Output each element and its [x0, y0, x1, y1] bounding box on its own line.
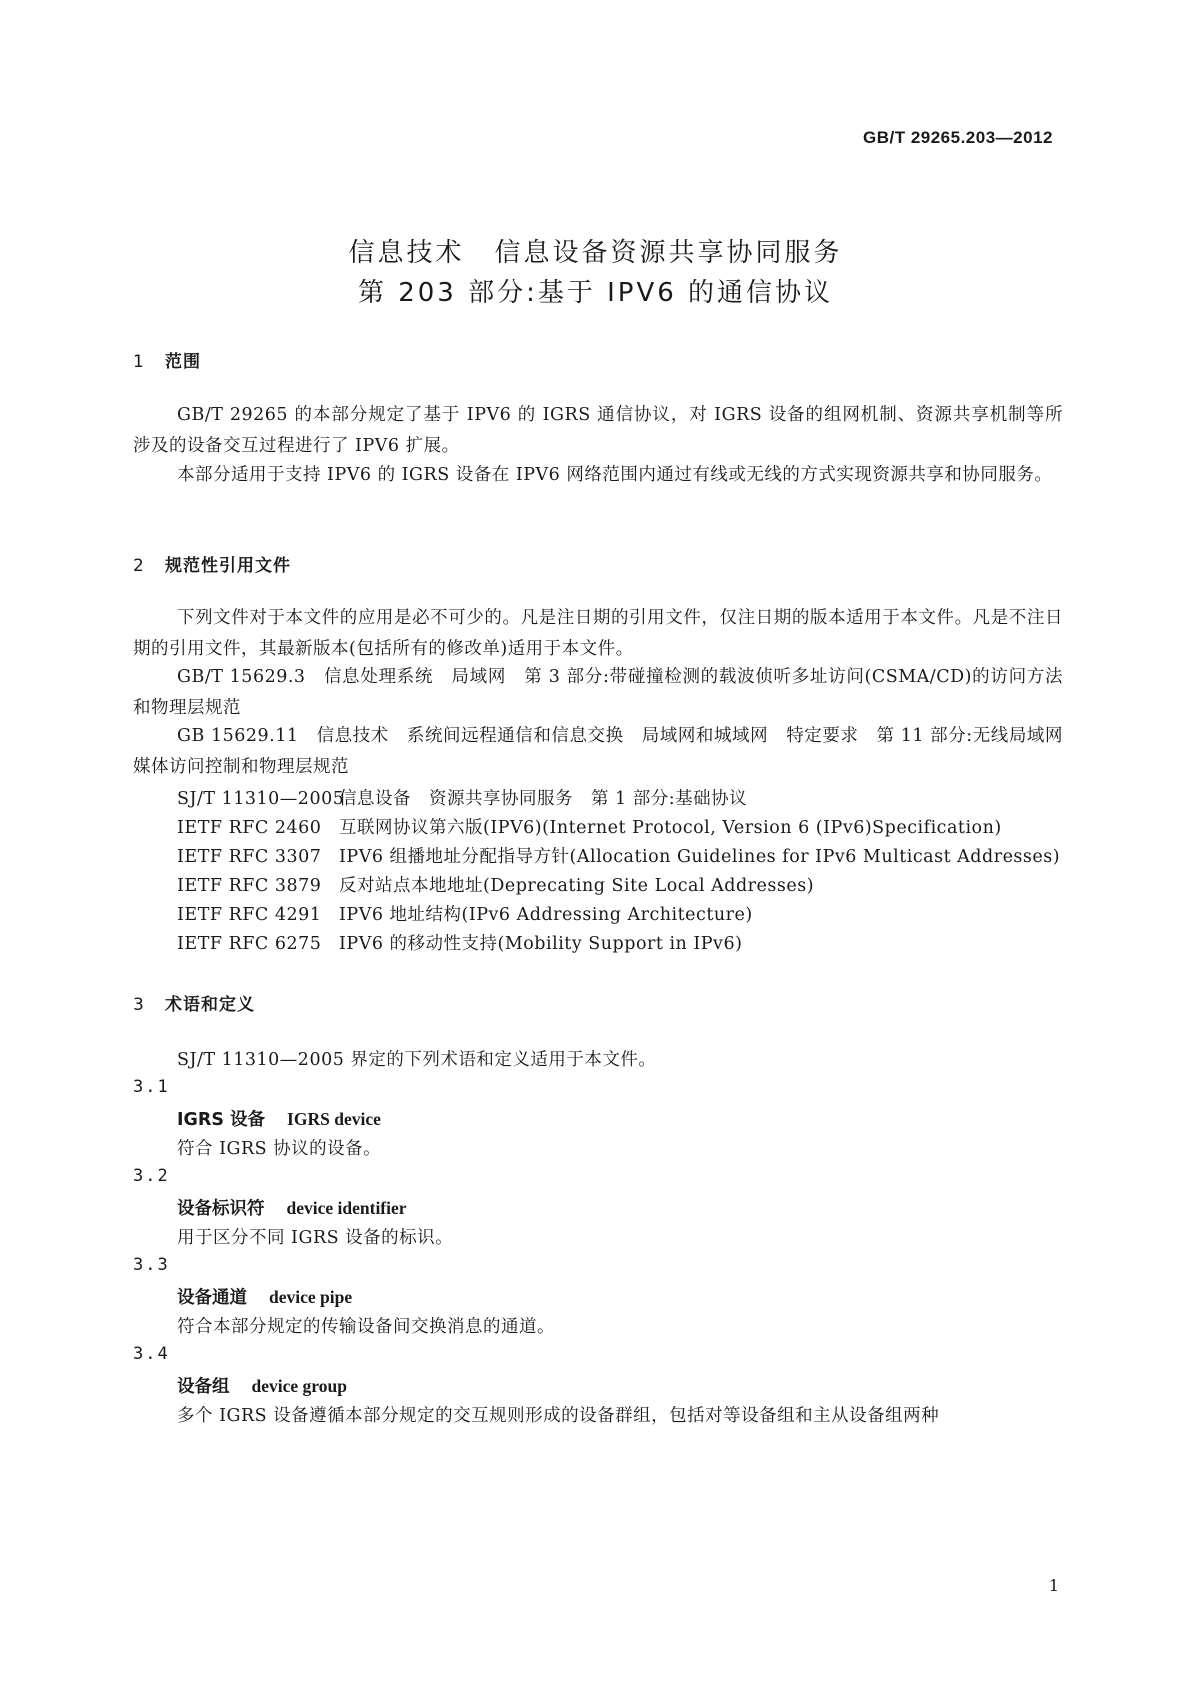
term-heading: [177, 1284, 352, 1309]
reference-code: IETF RFC 3307: [177, 847, 322, 867]
section-title: 范围: [165, 352, 201, 372]
section-1-heading: [133, 347, 201, 372]
reference-code: IETF RFC 2460: [177, 818, 322, 838]
reference-item: [177, 785, 747, 810]
reference-title: IPV6 组播地址分配指导方针(Allocation Guidelines for IPv6 Multicast Addresses): [339, 847, 1061, 867]
term-en: device group: [251, 1376, 347, 1396]
section-3-heading: [133, 990, 255, 1015]
section-number: 1: [133, 352, 145, 372]
term-heading: [177, 1195, 407, 1220]
references-intro: 下列文件对于本文件的应用是必不可少的。凡是注日期的引用文件，仅注日期的版本适用于本文件。凡是不注日期的引用文件，其最新版本(包括所有的修改单)适用于本文件。: [133, 608, 1063, 659]
clause-number: 3.4: [133, 1344, 170, 1364]
section-2-heading: [133, 551, 291, 576]
section-number: 3: [133, 995, 145, 1015]
clause-number: 3.2: [133, 1166, 170, 1186]
term-zh: IGRS 设备: [177, 1110, 266, 1130]
section-number: 2: [133, 556, 145, 576]
reference-gb-15629-11: GB 15629.11 信息技术 系统间远程通信和信息交换 局域网和城域网 特定要求 第 11 部分:无线局域网媒体访问控制和物理层规范: [133, 726, 1063, 777]
reference-code: IETF RFC 4291: [177, 905, 322, 925]
terms-intro: SJ/T 11310—2005 界定的下列术语和定义适用于本文件。: [177, 1050, 657, 1070]
scope-paragraph-2: 本部分适用于支持 IPV6 的 IGRS 设备在 IPV6 网络范围内通过有线或无线的方式实现资源共享和协同服务。: [177, 465, 1053, 485]
term-definition: 用于区分不同 IGRS 设备的标识。: [177, 1228, 454, 1248]
document-title-line1: [0, 232, 1191, 269]
document-title-line2: 第 203 部分:基于 IPV6 的通信协议: [357, 278, 834, 308]
reference-item: [177, 901, 753, 926]
reference-gbt-15629-3: GB/T 15629.3 信息处理系统 局域网 第 3 部分:带碰撞检测的载波侦听多址访问(CSMA/CD)的访问方法和物理层规范: [133, 667, 1063, 718]
reference-title: IPV6 的移动性支持(Mobility Support in IPv6): [339, 934, 743, 954]
reference-title: IPV6 地址结构(IPv6 Addressing Architecture): [339, 905, 753, 925]
section-title: 术语和定义: [165, 995, 255, 1015]
term-zh: 设备通道: [177, 1288, 247, 1308]
term-definition: 符合本部分规定的传输设备间交换消息的通道。: [177, 1317, 555, 1337]
term-heading: [177, 1106, 381, 1131]
reference-code: IETF RFC 6275: [177, 934, 322, 954]
term-zh: 设备标识符: [177, 1199, 265, 1219]
title-part-b: 信息设备资源共享协同服务: [494, 238, 843, 268]
term-en: IGRS device: [287, 1109, 381, 1129]
reference-title: 反对站点本地地址(Deprecating Site Local Addresses): [339, 876, 815, 896]
reference-code: SJ/T 11310—2005: [177, 789, 345, 809]
reference-item: [177, 843, 1060, 868]
reference-item: [177, 814, 1002, 839]
term-en: device identifier: [286, 1198, 407, 1218]
reference-item: [177, 930, 742, 955]
reference-code: IETF RFC 3879: [177, 876, 322, 896]
reference-title: 信息设备 资源共享协同服务 第 1 部分:基础协议: [339, 789, 748, 809]
term-en: device pipe: [269, 1287, 353, 1307]
clause-number: 3.1: [133, 1077, 170, 1097]
reference-item: [177, 872, 814, 897]
term-heading: [177, 1373, 347, 1398]
title-part-a: 信息技术: [348, 238, 465, 268]
standard-code: GB/T 29265.203—2012: [862, 128, 1053, 147]
term-definition: 符合 IGRS 协议的设备。: [177, 1139, 382, 1159]
term-zh: 设备组: [177, 1377, 230, 1397]
scope-paragraph-1: GB/T 29265 的本部分规定了基于 IPV6 的 IGRS 通信协议，对 IGRS 设备的组网机制、资源共享机制等所涉及的设备交互过程进行了 IPV6 扩展。: [133, 405, 1063, 456]
reference-title: 互联网协议第六版(IPV6)(Internet Protocol, Version 6 (IPv6)Specification): [339, 818, 1002, 838]
clause-number: 3.3: [133, 1255, 170, 1275]
term-definition: 多个 IGRS 设备遵循本部分规定的交互规则形成的设备群组，包括对等设备组和主从设备组两种: [177, 1406, 940, 1426]
section-title: 规范性引用文件: [165, 556, 291, 576]
page-number: 1: [1048, 1576, 1059, 1595]
